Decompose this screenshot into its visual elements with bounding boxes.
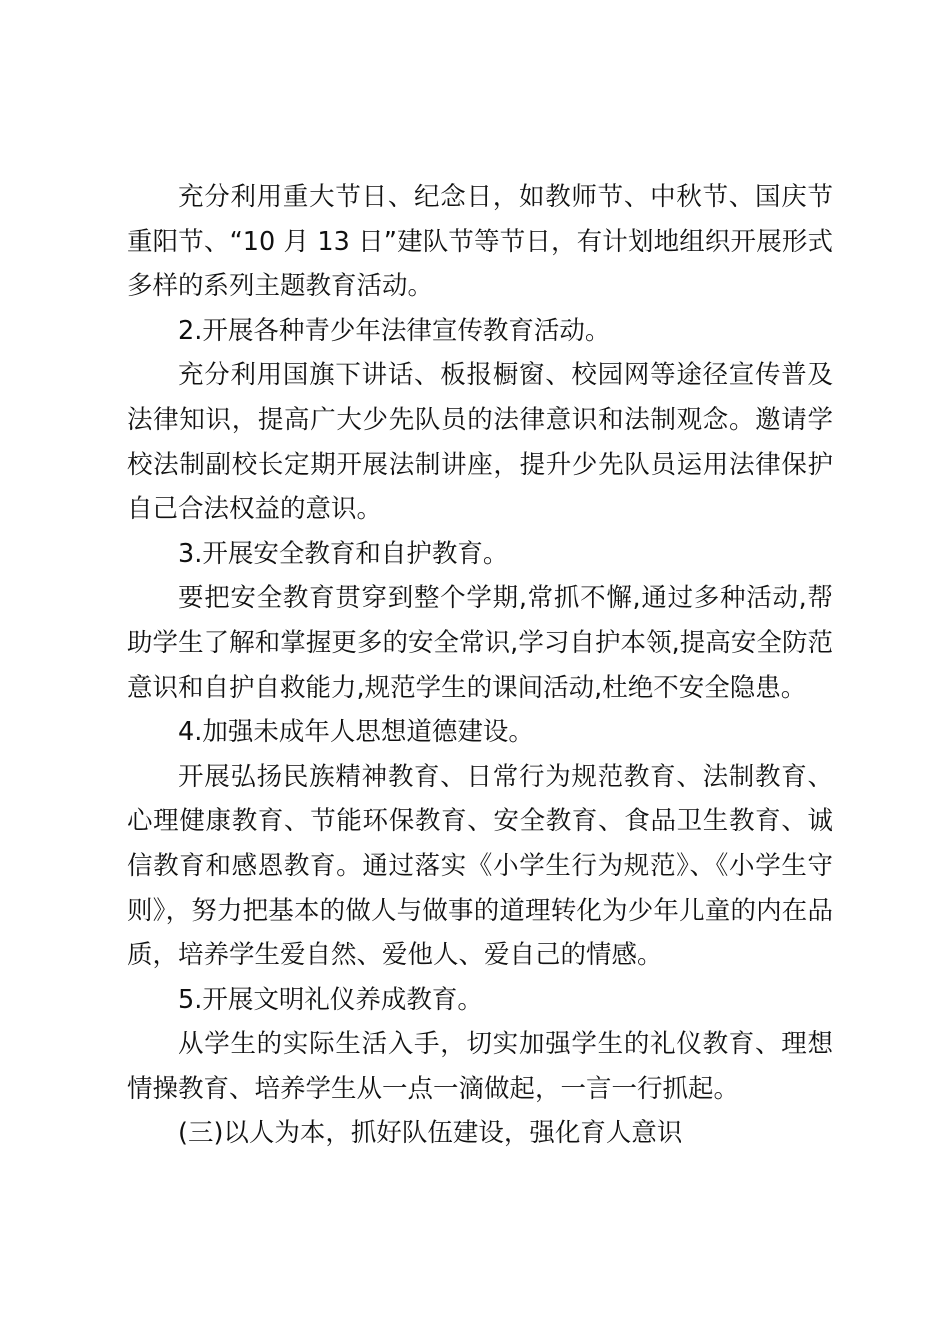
paragraph-safety-education: 要把安全教育贯穿到整个学期,常抓不懈,通过多种活动,帮助学生了解和掌握更多的安全常识,学习自护本领,提高安全防范意识和自护自救能力,规范学生的课间活动,杜绝不安全隐患。 bbox=[127, 583, 833, 703]
heading-etiquette-education: 5.开展文明礼仪养成教育。 bbox=[178, 984, 483, 1015]
heading-legal-education: 2.开展各种青少年法律宣传教育活动。 bbox=[178, 315, 611, 346]
heading-team-building: (三)以人为本，抓好队伍建设，强化育人意识 bbox=[178, 1118, 683, 1149]
document-body bbox=[127, 175, 833, 1156]
heading-safety-education: 3.开展安全教育和自护教育。 bbox=[178, 538, 509, 569]
paragraph-etiquette-education: 从学生的实际生活入手，切实加强学生的礼仪教育、理想情操教育、培养学生从一点一滴做起，一言一行抓起。 bbox=[127, 1029, 833, 1104]
paragraph-festival-activities: 充分利用重大节日、纪念日，如教师节、中秋节、国庆节重阳节、“10 月 13 日”建队节等节日，有计划地组织开展形式多样的系列主题教育活动。 bbox=[127, 182, 833, 302]
heading-moral-construction: 4.加强未成年人思想道德建设。 bbox=[178, 717, 534, 748]
paragraph-moral-construction: 开展弘扬民族精神教育、日常行为规范教育、法制教育、心理健康教育、节能环保教育、安全教育、食品卫生教育、诚信教育和感恩教育。通过落实《小学生行为规范》、《小学生守则》，努力把基本的做人与做事的道理转化为少年儿童的内在品质，培养学生爱自然、爱他人、爱自己的情感。 bbox=[127, 761, 833, 971]
paragraph-legal-education: 充分利用国旗下讲话、板报橱窗、校园网等途径宣传普及法律知识，提高广大少先队员的法律意识和法制观念。邀请学校法制副校长定期开展法制讲座，提升少先队员运用法律保护自己合法权益的意识。 bbox=[127, 360, 833, 525]
